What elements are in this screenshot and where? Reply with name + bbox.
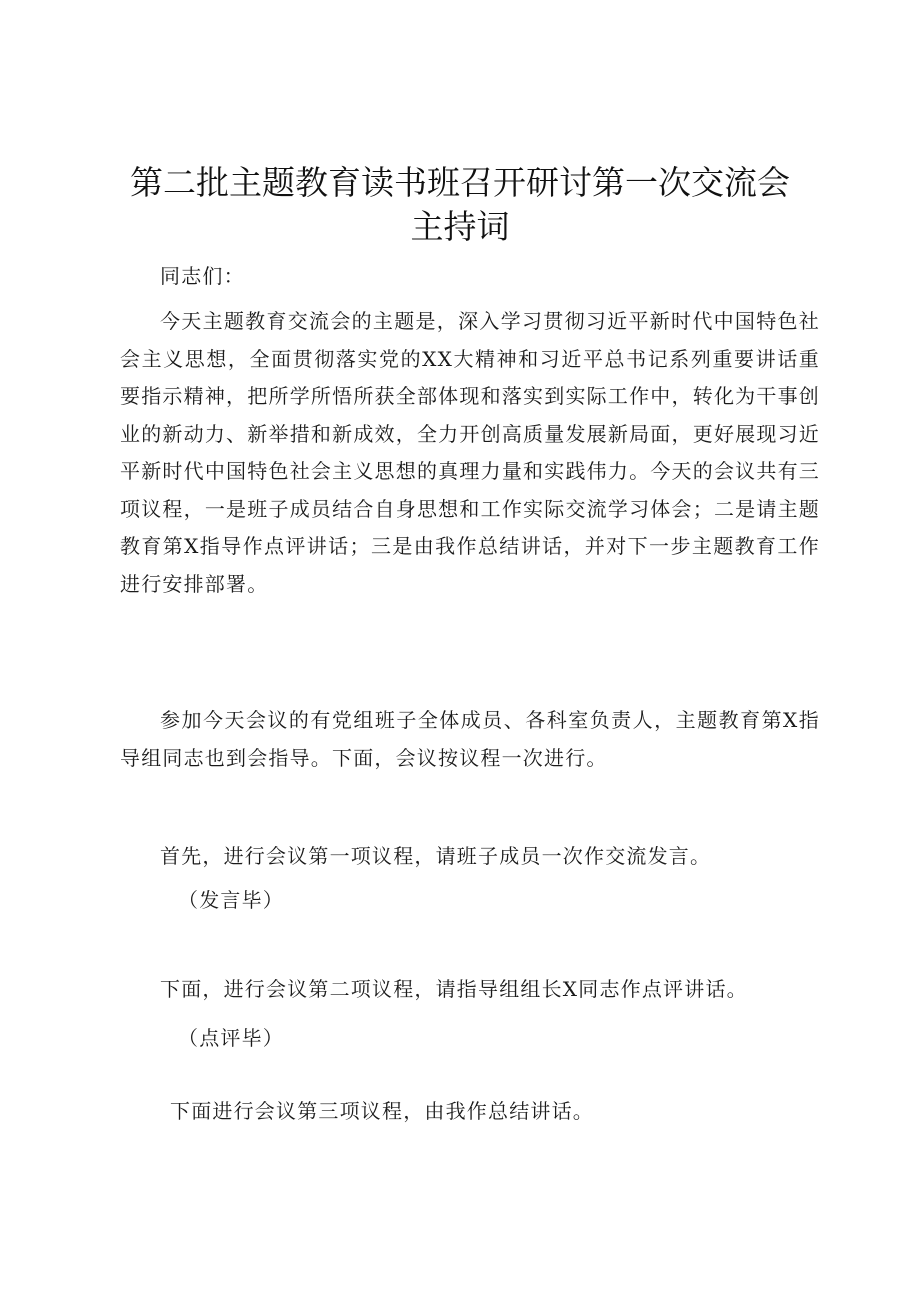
intro-paragraph: 今天主题教育交流会的主题是，深入学习贯彻习近平新时代中国特色社会主义思想，全面贯彻落实党的XX大精神和习近平总书记系列重要讲话重要指示精神，把所学所悟所获全部体现和落实到实际工作中，转化为干事创业的新动力、新举措和新成效，全力开创高质量发展新局面，更好展现习近平新时代中国特色社会主义思想的真理力量和实践伟力。今天的会议共有三项议程，一是班子成员结合自身思想和工作实际交流学习体会；二是请主题教育第X指导作点评讲话；三是由我作总结讲话，并对下一步主题教育工作进行安排部署。	[120, 309, 820, 596]
greeting-paragraph: 同志们：	[160, 264, 245, 288]
first-agenda-note: （发言毕）	[178, 888, 284, 912]
first-agenda-paragraph: 首先，进行会议第一项议程，请班子成员一次作交流发言。	[160, 844, 712, 868]
second-agenda-note: （点评毕）	[178, 1026, 284, 1050]
attendance-paragraph: 参加今天会议的有党组班子全体成员、各科室负责人，主题教育第X指导组同志也到会指导。下面，会议按议程一次进行。	[120, 708, 820, 770]
document-title-line-2: 主持词	[410, 207, 510, 246]
document-title-line-1: 第二批主题教育读书班召开研讨第一次交流会	[130, 163, 790, 202]
third-agenda-paragraph: 下面进行会议第三项议程，由我作总结讲话。	[170, 1099, 594, 1123]
second-agenda-paragraph: 下面，进行会议第二项议程，请指导组组长X同志作点评讲话。	[160, 977, 748, 1001]
